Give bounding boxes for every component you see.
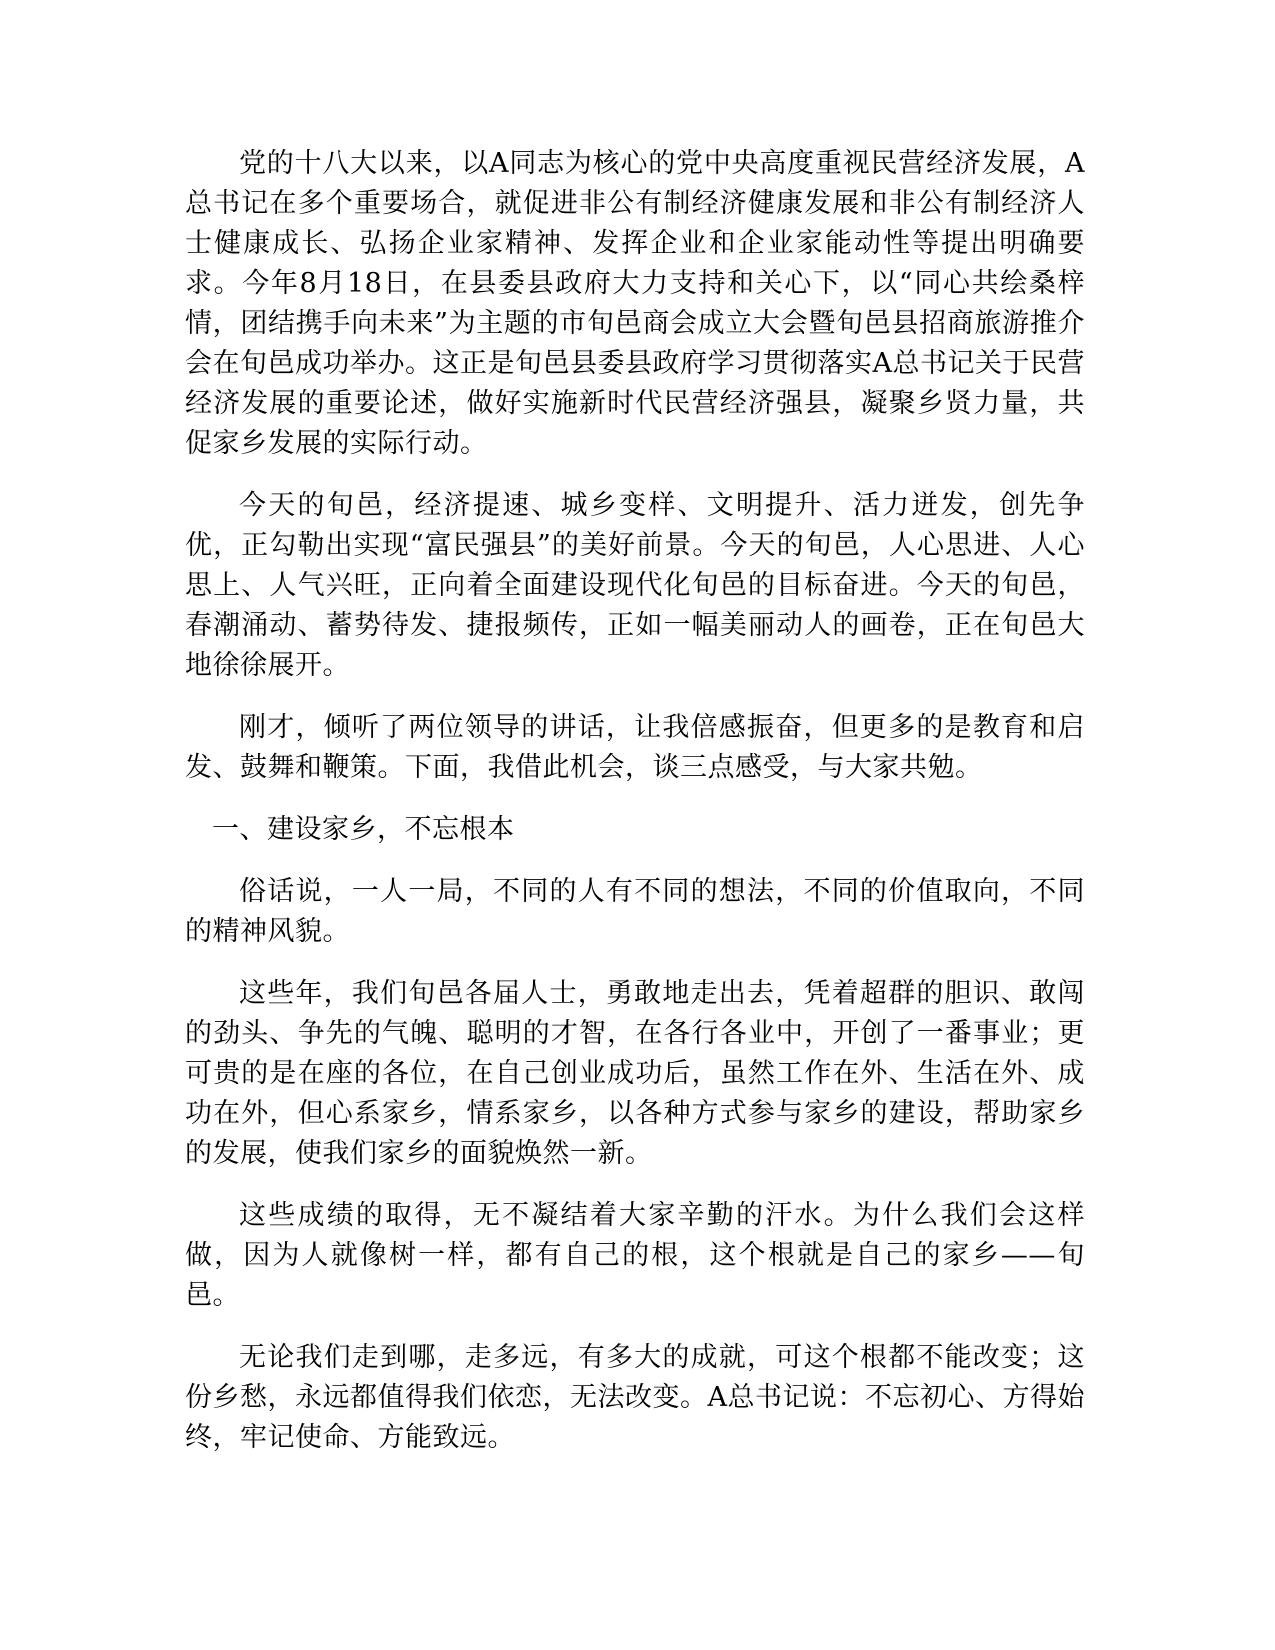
paragraph-5: 这些年，我们旬邑各届人士，勇敢地走出去，凭着超群的胆识、敢闯的劲头、争先的气魄、聪明的才智，在各行各业中，开创了一番事业；更可贵的是在座的各位，在自己创业成功后，虽然工作在外、生活在外、成功在外，但心系家乡，情系家乡，以各种方式参与家乡的建设，帮助家乡的发展，使我们家乡的面貌焕然一新。 [185,978,1085,1169]
paragraph-2: 今天的旬邑，经济提速、城乡变样、文明提升、活力迸发，创先争优，正勾勒出实现“富民强县”的美好前景。今天的旬邑，人心思进、人心思上、人气兴旺，正向着全面建设现代化旬邑的目标奋进。今天的旬邑，春潮涌动、蓄势待发、捷报频传，正如一幅美丽动人的画卷，正在旬邑大地徐徐展开。 [185,490,1085,681]
paragraph-6: 这些成绩的取得，无不凝结着大家辛勤的汗水。为什么我们会这样做，因为人就像树一样，都有自己的根，这个根就是自己的家乡——旬邑。 [185,1200,1085,1311]
paragraph-4: 俗话说，一人一局，不同的人有不同的想法，不同的价值取向，不同的精神风貌。 [185,876,1085,947]
paragraph-7: 无论我们走到哪，走多远，有多大的成就，可这个根都不能改变；这份乡愁，永远都值得我们依恋，无法改变。A总书记说：不忘初心、方得始终，牢记使命、方能致远。 [185,1342,1085,1453]
paragraph-3: 刚才，倾听了两位领导的讲话，让我倍感振奋，但更多的是教育和启发、鼓舞和鞭策。下面，我借此机会，谈三点感受，与大家共勉。 [185,712,1085,783]
paragraph-1: 党的十八大以来，以A同志为核心的党中央高度重视民营经济发展，A总书记在多个重要场合，就促进非公有制经济健康发展和非公有制经济人士健康成长、弘扬企业家精神、发挥企业和企业家能动性等提出明确要求。今年8月18日，在县委县政府大力支持和关心下，以“同心共绘桑梓情，团结携手向未来”为主题的市旬邑商会成立大会暨旬邑县招商旅游推介会在旬邑成功举办。这正是旬邑县委县政府学习贯彻落实A总书记关于民营经济发展的重要论述，做好实施新时代民营经济强县，凝聚乡贤力量，共促家乡发展的实际行动。 [185,148,1085,459]
section-heading: 一、建设家乡，不忘根本 [212,814,515,845]
document-body [185,144,1085,1480]
